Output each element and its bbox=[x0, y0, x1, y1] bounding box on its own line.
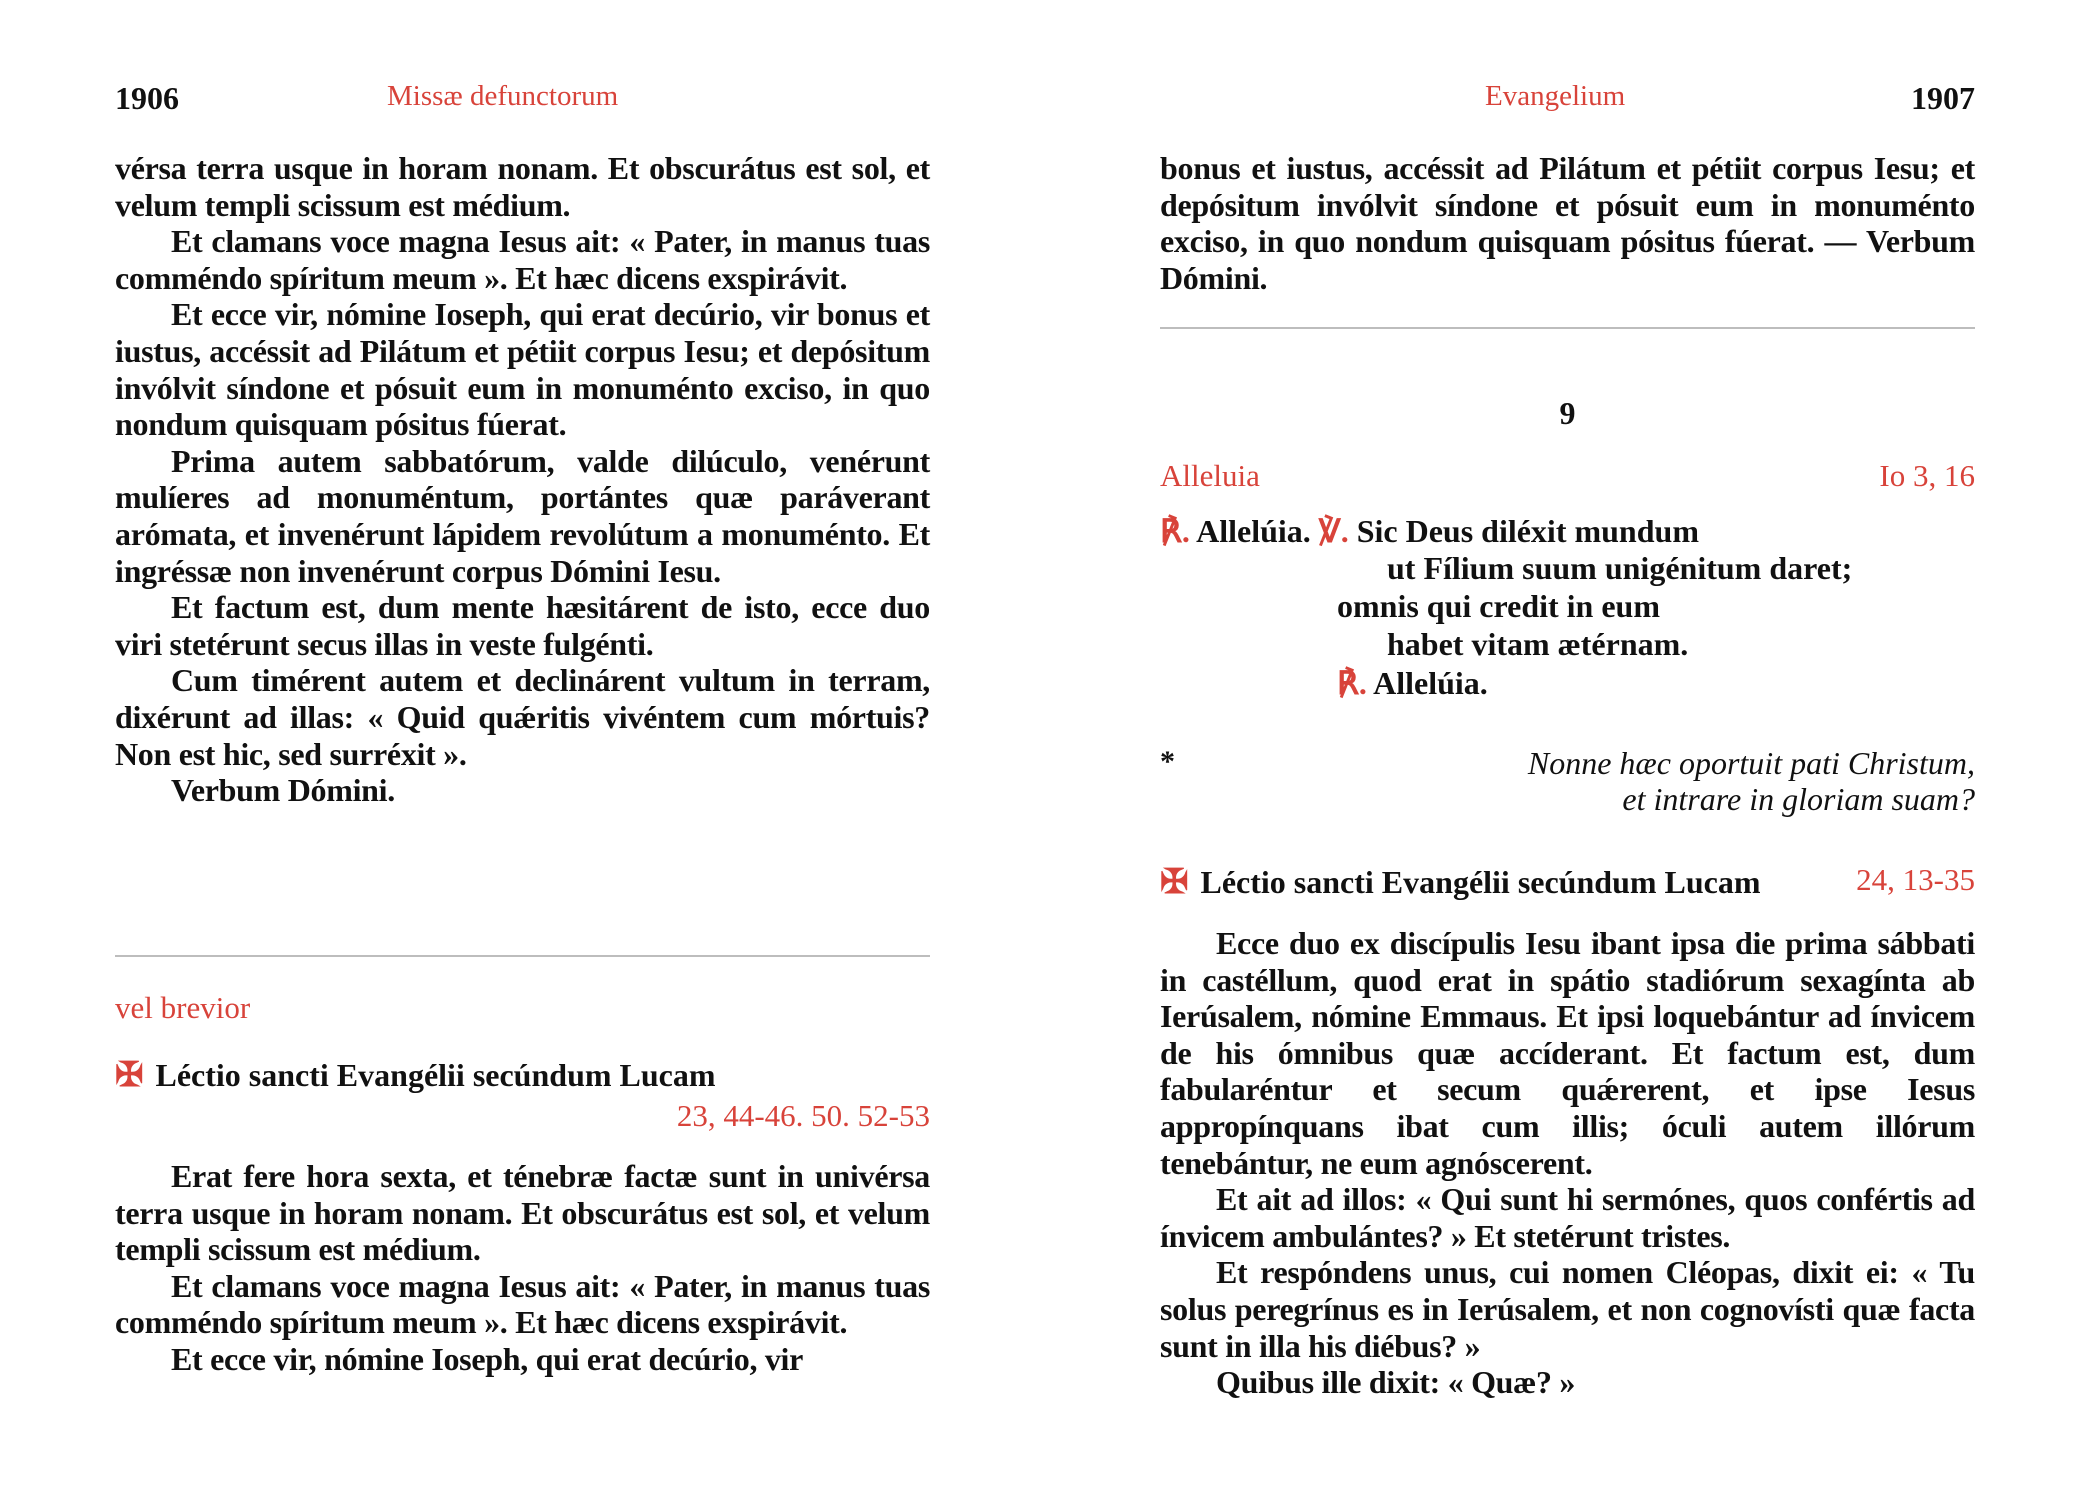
lection-title: Léctio sancti Evangélii secúndum Lucam bbox=[1200, 864, 1761, 900]
response-symbol: ℟. bbox=[1337, 665, 1367, 701]
paragraph: Quibus ille dixit: « Quæ? » bbox=[1216, 1364, 1576, 1401]
lection-reference: 24, 13-35 bbox=[1856, 862, 1975, 897]
response-text: Allelúia. bbox=[1196, 513, 1311, 549]
gospel-text-block bbox=[1160, 925, 1975, 1401]
lection-heading bbox=[1160, 862, 1975, 902]
left-running-head bbox=[115, 80, 930, 120]
paragraph: Ecce duo ex discípulis Iesu ibant ipsa die prima sábbati in castéllum, quod erat in spátio stadiórum sexagínta ab Ierúsalem, nómine Emmaus. Et ipsi loquebántur ad ínvicem de his ómnibus quæ accíderant. Et factum est, dum fabularéntur et secum quǽrerent, et ipse Iesus appropínquans ibat cum illis; óculi autem illórum tenebántur, ne eum agnóscerent. bbox=[1160, 925, 1975, 1181]
alleluia-reference: Io 3, 16 bbox=[1879, 458, 1975, 493]
lection-reference: 23, 44-46. 50. 52-53 bbox=[676, 1098, 930, 1133]
paragraph: Et factum est, dum mente hæsitárent de isto, ecce duo viri stetérunt secus illas in veste fulgénti. bbox=[115, 589, 930, 662]
left-page bbox=[115, 0, 930, 1500]
paragraph: Et ecce vir, nómine Ioseph, qui erat decúrio, vir bbox=[171, 1340, 804, 1377]
paragraph: Et clamans voce magna Iesus ait: « Pater, in manus tuas comméndo spíritum meum ». Et hæc dicens exspirávit. bbox=[115, 223, 930, 296]
paragraph: Et ait ad illos: « Qui sunt hi sermónes, quos confértis ad ínvicem ambulántes? » Et stetérunt tristes. bbox=[1160, 1181, 1975, 1254]
paragraph: Verbum Dómini. bbox=[171, 772, 395, 809]
paragraph: vérsa terra usque in horam nonam. Et obscurátus est sol, et velum templi scissum est médium. bbox=[115, 150, 930, 223]
lection-heading bbox=[115, 1055, 930, 1134]
vel-brevior-label: vel brevior bbox=[115, 990, 251, 1025]
cross-icon: ✠ bbox=[1160, 864, 1189, 901]
page-number: 1907 bbox=[1911, 80, 1975, 116]
paragraph: Et ecce vir, nómine Ioseph, qui erat decúrio, vir bonus et iustus, accéssit ad Pilátum et pétiit corpus Iesu; et depósitum invólvit síndone et pósuit eum in monuménto exciso, in quo nondum quisquam pósitus fúerat. bbox=[115, 296, 930, 443]
bottom-text-block bbox=[115, 1158, 930, 1378]
quote-line: et intrare in gloriam suam? bbox=[1622, 781, 1975, 817]
paragraph: Et respóndens unus, cui nomen Cléopas, dixit ei: « Tu solus peregrínus es in Ierúsalem, et non cognovísti quæ facta sunt in illa his diébus? » bbox=[1160, 1254, 1975, 1364]
italic-quote bbox=[1528, 745, 1975, 817]
verse-line: Sic Deus diléxit mundum bbox=[1356, 513, 1699, 549]
section-divider bbox=[115, 955, 930, 957]
verse-line: habet vitam ætérnam. bbox=[1387, 626, 1689, 662]
right-running-head bbox=[1160, 80, 1975, 120]
versicle-symbol: ℣. bbox=[1318, 513, 1349, 549]
paragraph: bonus et iustus, accéssit ad Pilátum et pétiit corpus Iesu; et depósitum invólvit síndone et pósuit eum in monuménto exciso, in quo nondum quisquam pósitus fúerat. — Verbum Dómini. bbox=[1160, 150, 1975, 296]
cross-icon: ✠ bbox=[115, 1057, 144, 1094]
running-title: Evangelium bbox=[1485, 80, 1626, 112]
verse-line: ut Fílium suum unigénitum daret; bbox=[1387, 550, 1853, 586]
section-divider bbox=[1160, 327, 1975, 329]
right-page bbox=[1160, 0, 1975, 1500]
top-text-block bbox=[1160, 150, 1975, 296]
page-number: 1906 bbox=[115, 80, 179, 116]
response-symbol: ℟. bbox=[1160, 513, 1190, 549]
alleluia-response bbox=[1160, 512, 1699, 550]
paragraph: Et clamans voce magna Iesus ait: « Pater, in manus tuas comméndo spíritum meum ». Et hæc dicens exspirávit. bbox=[115, 1267, 930, 1341]
lection-title: Léctio sancti Evangélii secúndum Lucam bbox=[155, 1057, 716, 1093]
verse-line: omnis qui credit in eum bbox=[1337, 588, 1660, 624]
closing-response bbox=[1337, 664, 1488, 702]
quote-line: Nonne hæc oportuit pati Christum, bbox=[1527, 745, 1975, 781]
alleluia-label: Alleluia bbox=[1160, 458, 1260, 493]
section-number: 9 bbox=[1559, 395, 1576, 431]
response-text: Allelúia. bbox=[1373, 665, 1488, 701]
paragraph: Prima autem sabbatórum, valde dilúculo, venérunt mulíeres ad monuméntum, portántes quæ paráverant arómata, et invenérunt lápidem revolútum a monuménto. Et ingréssæ non invenérunt corpus Dómini Iesu. bbox=[115, 442, 930, 589]
running-title: Missæ defunctorum bbox=[387, 80, 619, 112]
top-text-block bbox=[115, 150, 930, 809]
paragraph: Cum timérent autem et declinárent vultum in terram, dixérunt ad illas: « Quid quǽritis vivéntem cum mórtuis? Non est hic, sed surréxit ». bbox=[115, 662, 930, 772]
star-marker: * bbox=[1160, 745, 1175, 778]
paragraph: Erat fere hora sexta, et ténebræ factæ sunt in univérsa terra usque in horam nonam. Et obscurátus est sol, et velum templi scissum est médium. bbox=[115, 1158, 930, 1268]
